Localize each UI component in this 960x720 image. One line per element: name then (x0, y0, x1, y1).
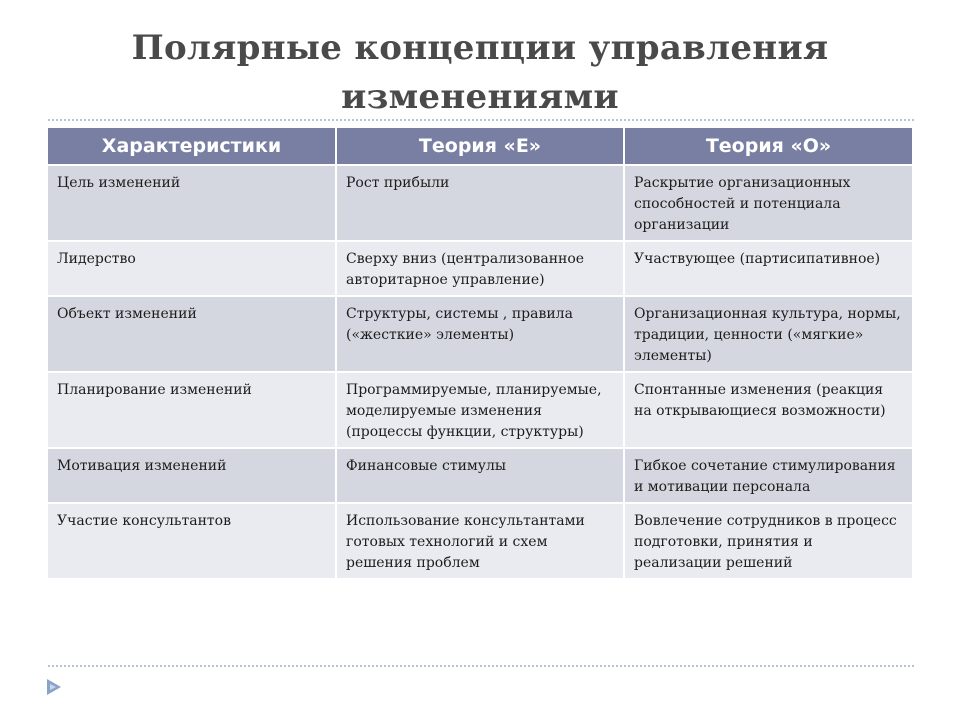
table-row (48, 372, 912, 448)
table-cell-theory-o: Участвующее (партисипативное) (624, 241, 912, 296)
table-cell-theory-e: Рост прибыли (336, 165, 624, 241)
slide-title (60, 24, 900, 122)
table-cell-theory-e: Использование консультантами готовых технологий и схем решения проблем (336, 503, 624, 579)
table-cell-characteristic: Лидерство (48, 241, 336, 296)
table-cell-characteristic: Планирование изменений (48, 372, 336, 448)
header-theory-e: Теория «Е» (336, 128, 624, 165)
slide-title-line-1: Полярные концепции управления (131, 28, 829, 68)
top-dotted-divider (48, 119, 914, 121)
table-row (48, 296, 912, 372)
table-cell-theory-e: Программируемые, планируемые, моделируемые изменения (процессы функции, структуры) (336, 372, 624, 448)
slide-title-line-2: изменениями (341, 77, 619, 117)
table-cell-theory-o: Гибкое сочетание стимулирования и мотивации персонала (624, 448, 912, 503)
table-row (48, 503, 912, 579)
table-row (48, 448, 912, 503)
triangle-right-icon (44, 677, 64, 697)
header-characteristics: Характеристики (48, 128, 336, 165)
bottom-dotted-divider (48, 665, 914, 667)
table-cell-theory-o: Вовлечение сотрудников в процесс подготовки, принятия и реализации решений (624, 503, 912, 579)
table-cell-characteristic: Цель изменений (48, 165, 336, 241)
table-cell-characteristic: Мотивация изменений (48, 448, 336, 503)
table-cell-theory-o: Организационная культура, нормы, традиции, ценности («мягкие» элементы) (624, 296, 912, 372)
table-cell-characteristic: Объект изменений (48, 296, 336, 372)
header-theory-o: Теория «О» (624, 128, 912, 165)
table-cell-theory-e: Структуры, системы , правила («жесткие» элементы) (336, 296, 624, 372)
table-cell-theory-o: Спонтанные изменения (реакция на открывающиеся возможности) (624, 372, 912, 448)
table-row (48, 165, 912, 241)
table-cell-theory-o: Раскрытие организационных способностей и потенциала организации (624, 165, 912, 241)
table-cell-theory-e: Сверху вниз (централизованное авторитарное управление) (336, 241, 624, 296)
table-cell-characteristic: Участие консультантов (48, 503, 336, 579)
table-row (48, 241, 912, 296)
table-cell-theory-e: Финансовые стимулы (336, 448, 624, 503)
table-header-row (48, 128, 912, 165)
concepts-table (48, 128, 912, 580)
